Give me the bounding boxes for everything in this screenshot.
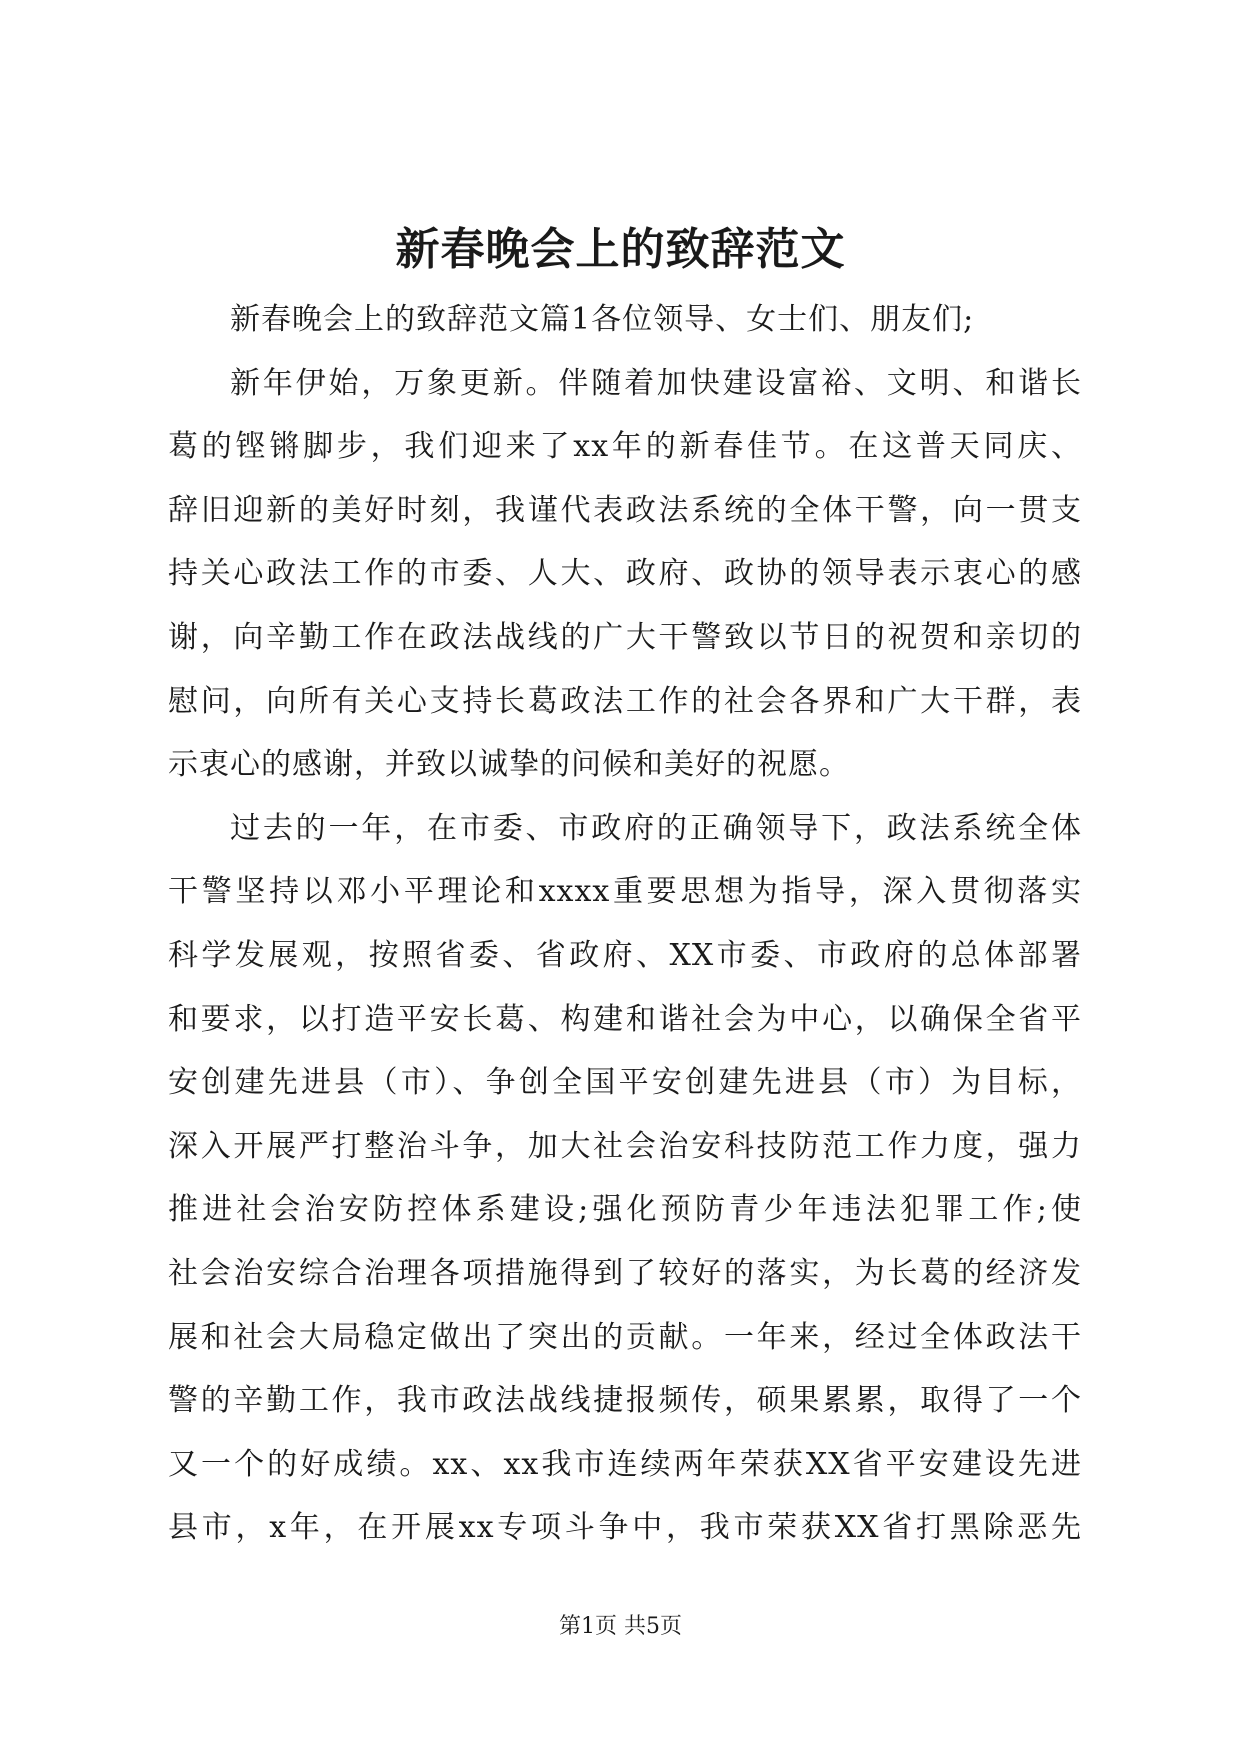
text-line: 新春晚会上的致辞范文篇1各位领导、女士们、朋友们; bbox=[230, 302, 975, 337]
text-line: 县市，x年，在开展xx专项斗争中，我市荣获XX省打黑除恶先 bbox=[168, 1510, 1082, 1546]
text-line: 社会治安综合治理各项措施得到了较好的落实，为长葛的经济发 bbox=[168, 1255, 1082, 1291]
text-line: 新年伊始，万象更新。伴随着加快建设富裕、文明、和谐长 bbox=[230, 365, 1082, 401]
text-line: 警的辛勤工作，我市政法战线捷报频传，硕果累累，取得了一个 bbox=[168, 1383, 1082, 1419]
text-line: 谢，向辛勤工作在政法战线的广大干警致以节日的祝贺和亲切的 bbox=[168, 619, 1082, 655]
text-line: 深入开展严打整治斗争，加大社会治安科技防范工作力度，强力 bbox=[168, 1128, 1082, 1164]
text-line: 科学发展观，按照省委、省政府、XX市委、市政府的总体部署 bbox=[168, 937, 1082, 973]
text-line: 过去的一年，在市委、市政府的正确领导下，政法系统全体 bbox=[230, 810, 1082, 846]
text-line: 辞旧迎新的美好时刻，我谨代表政法系统的全体干警，向一贯支 bbox=[168, 492, 1082, 528]
text-line: 展和社会大局稳定做出了突出的贡献。一年来，经过全体政法干 bbox=[168, 1319, 1082, 1355]
text-line: 持关心政法工作的市委、人大、政府、政协的领导表示衷心的感 bbox=[168, 556, 1082, 592]
text-line: 和要求，以打造平安长葛、构建和谐社会为中心，以确保全省平 bbox=[168, 1001, 1082, 1037]
text-line: 示衷心的感谢，并致以诚挚的问候和美好的祝愿。 bbox=[168, 747, 850, 783]
text-line: 干警坚持以邓小平理论和xxxx重要思想为指导，深入贯彻落实 bbox=[168, 874, 1082, 910]
text-line: 又一个的好成绩。xx、xx我市连续两年荣获XX省平安建设先进 bbox=[168, 1446, 1082, 1482]
document-title: 新春晚会上的致辞范文 bbox=[395, 224, 846, 275]
text-line: 安创建先进县（市）、争创全国平安创建先进县（市）为目标， bbox=[168, 1065, 1082, 1101]
page-number-footer: 第1页 共5页 bbox=[559, 1614, 682, 1639]
document-body bbox=[168, 288, 1082, 1560]
text-line: 推进社会治安防控体系建设;强化预防青少年违法犯罪工作;使 bbox=[168, 1192, 1082, 1228]
text-line: 慰问，向所有关心支持长葛政法工作的社会各界和广大干群，表 bbox=[168, 683, 1082, 719]
text-line: 葛的铿锵脚步，我们迎来了xx年的新春佳节。在这普天同庆、 bbox=[168, 429, 1082, 465]
